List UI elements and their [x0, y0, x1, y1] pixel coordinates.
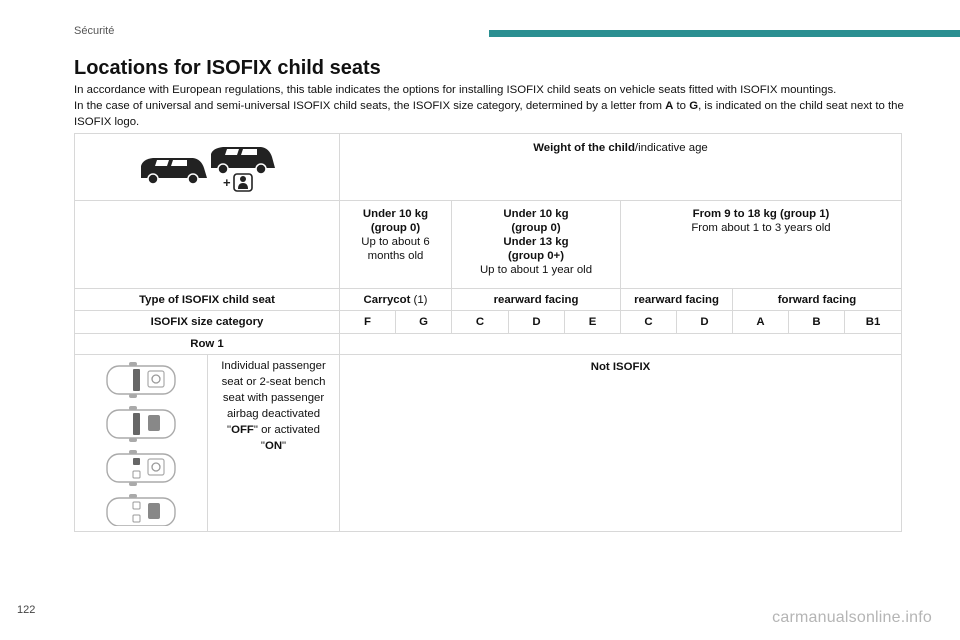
vehicle-header-icons [135, 142, 285, 192]
size-letter-to: G [689, 100, 699, 112]
seat-description-text: " [282, 440, 287, 452]
table-rule [75, 354, 901, 355]
carrycot-label: Carrycot [363, 294, 411, 306]
van-icon [211, 147, 275, 174]
group-0plus-cell [452, 207, 620, 277]
group-weight: Under 10 kg (group 0) Under 13 kg (group 0+) [503, 208, 569, 262]
group-age: From about 1 to 3 years old [691, 222, 831, 234]
size-category-label: ISOFIX size category [150, 316, 264, 328]
group-weight: Under 10 kg (group 0) [362, 208, 429, 234]
size-letter: B1 [865, 316, 881, 328]
intro-text [74, 82, 904, 130]
rearward-facing-2: rearward facing [634, 294, 719, 306]
seat-layout-icon [107, 450, 175, 486]
seat-layout-icons [105, 360, 179, 526]
forward-facing: forward facing [777, 294, 857, 306]
not-isofix: Not ISOFIX [590, 361, 651, 373]
seat-layout-icon [107, 406, 175, 442]
section-label: Sécurité [74, 25, 115, 37]
group-age: Up to about 1 year old [479, 264, 593, 276]
size-letter: B [812, 316, 821, 328]
carrycot-note: (1) [410, 294, 428, 306]
svg-text:+: + [223, 175, 231, 190]
group-0-cell [340, 207, 451, 263]
size-letter: G [419, 316, 428, 328]
intro-text-part: to [673, 100, 690, 112]
type-label: Type of ISOFIX child seat [139, 294, 275, 306]
size-letter-from: A [665, 100, 674, 112]
size-letter: F [364, 316, 371, 328]
group-weight: From 9 to 18 kg (group 1) [692, 208, 830, 220]
size-letter: A [756, 316, 765, 328]
page-number: 122 [17, 604, 36, 616]
watermark: carmanualsonline.info [772, 609, 932, 626]
intro-text-part: In the case of universal and semi-universal ISOFIX child seats, the ISOFIX size category, determined by a letter from [74, 100, 666, 112]
table-rule [75, 310, 901, 311]
size-letter: E [588, 316, 597, 328]
seat-description [208, 358, 339, 454]
weight-header [340, 141, 901, 155]
seat-layout-icon [107, 494, 175, 526]
airbag-off: OFF [231, 424, 254, 436]
rearward-facing-1: rearward facing [493, 294, 579, 306]
table-rule [75, 333, 901, 334]
van-icon [141, 158, 207, 184]
row-1-label: Row 1 [190, 338, 224, 350]
group-1-cell [621, 207, 901, 235]
isofix-table [74, 133, 902, 532]
section-accent-bar [489, 30, 960, 37]
table-rule [75, 200, 901, 201]
intro-text-part: , is indicated on the child seat next to the ISOFIX logo. [74, 100, 904, 128]
size-letter: D [532, 316, 541, 328]
weight-header-bold: Weight of the child [533, 142, 635, 154]
size-letter: C [644, 316, 653, 328]
airbag-on: ON [264, 440, 283, 452]
seat-layout-icon [107, 362, 175, 398]
intro-paragraph-2 [74, 98, 904, 130]
intro-paragraph-1: In accordance with European regulations, this table indicates the options for installing ISOFIX child seats on vehicle seats fitted with ISOFIX mountings. [74, 84, 837, 96]
size-letter: D [700, 316, 709, 328]
weight-header-rest: /indicative age [634, 142, 708, 154]
page-title: Locations for ISOFIX child seats [74, 57, 381, 79]
carrycot-cell [340, 293, 451, 307]
seat-description-text: " or activated " [253, 424, 320, 452]
table-rule [75, 288, 901, 289]
table-rule [339, 134, 340, 531]
seat-description-text: Individual passenger seat or 2-seat bench seat with passenger airbag deactivated " [221, 360, 326, 436]
group-age: Up to about 6 months old [361, 236, 430, 262]
size-letter: C [475, 316, 485, 328]
child-seat-icon [223, 174, 252, 191]
